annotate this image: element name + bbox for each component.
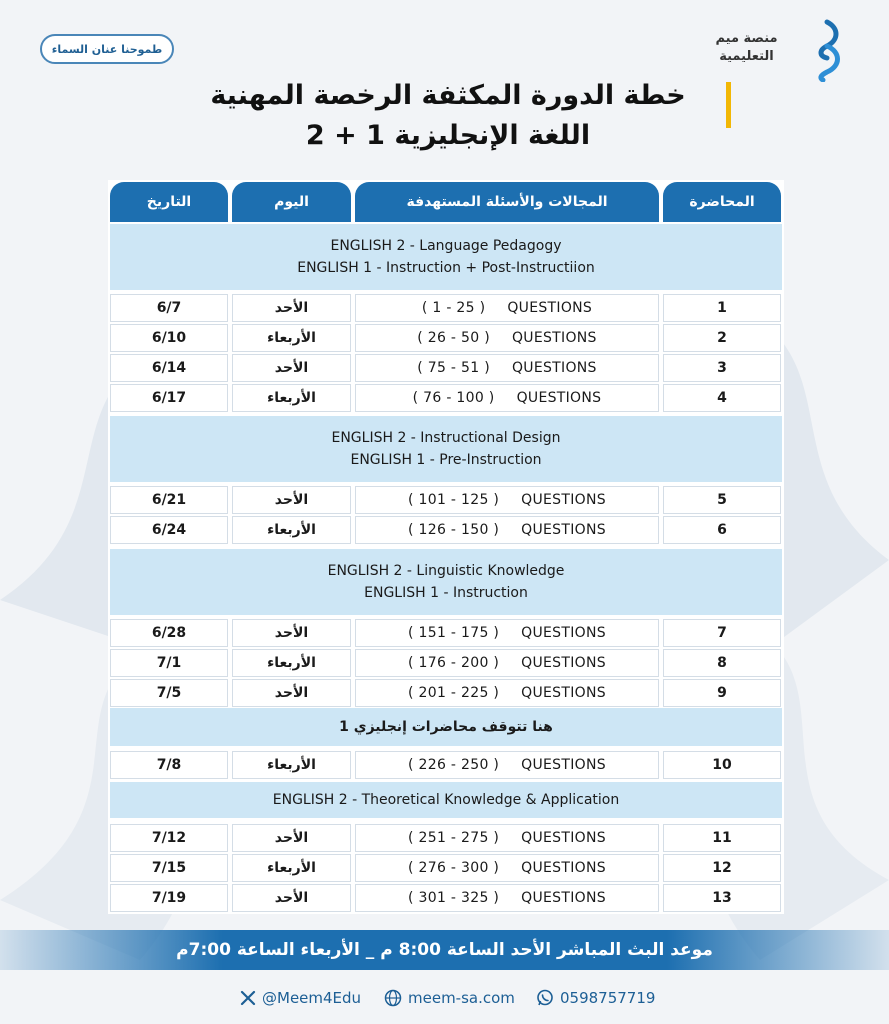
globe-icon bbox=[384, 989, 402, 1007]
row-5-label: QUESTIONS bbox=[521, 492, 606, 508]
row-4-range: ( 76 - 100 ) bbox=[412, 390, 495, 406]
row-13-date: 7/19 bbox=[110, 884, 228, 912]
row-3-questions bbox=[355, 354, 659, 382]
row-1-date: 6/7 bbox=[110, 294, 228, 322]
row-10-questions bbox=[355, 751, 659, 779]
row-10-label: QUESTIONS bbox=[521, 757, 606, 773]
header-lecture: المحاضرة bbox=[663, 182, 781, 222]
brand-name-line2: التعليمية bbox=[719, 49, 774, 64]
row-2-range: ( 26 - 50 ) bbox=[417, 330, 490, 346]
row-6-date: 6/24 bbox=[110, 516, 228, 544]
row-4-number: 4 bbox=[663, 384, 781, 412]
slogan-badge: طموحنا عنان السماء bbox=[40, 34, 174, 64]
whatsapp-number: 0598757719 bbox=[560, 989, 656, 1007]
section-3 bbox=[110, 549, 782, 615]
section-2-line1: ENGLISH 2 - Instructional Design bbox=[331, 430, 561, 446]
row-7-label: QUESTIONS bbox=[521, 625, 606, 641]
row-13-questions bbox=[355, 884, 659, 912]
section-5-line1: ENGLISH 2 - Theoretical Knowledge & Application bbox=[272, 792, 620, 808]
row-3-label: QUESTIONS bbox=[511, 360, 597, 376]
row-5-questions bbox=[355, 486, 659, 514]
row-10-day: الأربعاء bbox=[232, 751, 351, 779]
row-9-questions bbox=[355, 679, 659, 707]
row-3-number: 3 bbox=[663, 354, 781, 382]
row-5-day: الأحد bbox=[232, 486, 351, 514]
row-2-label: QUESTIONS bbox=[511, 330, 597, 346]
row-8-range: ( 176 - 200 ) bbox=[408, 655, 500, 671]
row-3-date: 6/14 bbox=[110, 354, 228, 382]
website-url: meem-sa.com bbox=[408, 989, 515, 1007]
row-2-day: الأربعاء bbox=[232, 324, 351, 352]
x-twitter-icon bbox=[240, 990, 256, 1006]
row-12-label: QUESTIONS bbox=[521, 860, 606, 876]
whatsapp-icon bbox=[536, 989, 554, 1007]
row-10-number: 10 bbox=[663, 751, 781, 779]
row-4-date: 6/17 bbox=[110, 384, 228, 412]
footer-whatsapp[interactable] bbox=[536, 986, 655, 1010]
row-9-number: 9 bbox=[663, 679, 781, 707]
row-5-range: ( 101 - 125 ) bbox=[408, 492, 500, 508]
row-6-range: ( 126 - 150 ) bbox=[408, 522, 500, 538]
row-9-range: ( 201 - 225 ) bbox=[408, 685, 500, 701]
section-2 bbox=[110, 416, 782, 482]
brand-name-line1: منصة ميم bbox=[715, 31, 778, 46]
row-4-questions bbox=[355, 384, 659, 412]
row-12-date: 7/15 bbox=[110, 854, 228, 882]
row-7-range: ( 151 - 175 ) bbox=[408, 625, 500, 641]
row-3-range: ( 75 - 51 ) bbox=[417, 360, 490, 376]
row-1-number: 1 bbox=[663, 294, 781, 322]
row-7-questions bbox=[355, 619, 659, 647]
row-4-label: QUESTIONS bbox=[516, 390, 602, 406]
row-7-number: 7 bbox=[663, 619, 781, 647]
page-title: خطة الدورة المكثفة الرخصة المهنية bbox=[210, 80, 686, 111]
row-11-label: QUESTIONS bbox=[521, 830, 606, 846]
row-1-label: QUESTIONS bbox=[507, 300, 593, 316]
row-10-date: 7/8 bbox=[110, 751, 228, 779]
section-1 bbox=[110, 224, 782, 290]
section-1-line2: ENGLISH 1 - Instruction + Post-Instructiion bbox=[297, 260, 595, 276]
footer-twitter[interactable] bbox=[240, 986, 361, 1010]
section-2-line2: ENGLISH 1 - Pre-Instruction bbox=[350, 452, 542, 468]
header-date: التاريخ bbox=[110, 182, 228, 222]
row-8-questions bbox=[355, 649, 659, 677]
row-11-date: 7/12 bbox=[110, 824, 228, 852]
row-1-range: ( 1 - 25 ) bbox=[421, 300, 486, 316]
footer-website[interactable] bbox=[384, 986, 515, 1010]
row-7-day: الأحد bbox=[232, 619, 351, 647]
page-subtitle: اللغة الإنجليزية 1 + 2 bbox=[305, 120, 591, 151]
row-13-number: 13 bbox=[663, 884, 781, 912]
section-5 bbox=[110, 782, 782, 818]
row-5-number: 5 bbox=[663, 486, 781, 514]
row-1-questions bbox=[355, 294, 659, 322]
row-2-date: 6/10 bbox=[110, 324, 228, 352]
row-9-date: 7/5 bbox=[110, 679, 228, 707]
row-1-day: الأحد bbox=[232, 294, 351, 322]
row-2-number: 2 bbox=[663, 324, 781, 352]
header-topics: المجالات والأسئلة المستهدفة bbox=[355, 182, 659, 222]
row-11-day: الأحد bbox=[232, 824, 351, 852]
row-11-questions bbox=[355, 824, 659, 852]
row-3-day: الأحد bbox=[232, 354, 351, 382]
row-7-date: 6/28 bbox=[110, 619, 228, 647]
row-9-label: QUESTIONS bbox=[521, 685, 606, 701]
brand-logo bbox=[709, 18, 849, 82]
row-13-day: الأحد bbox=[232, 884, 351, 912]
row-8-date: 7/1 bbox=[110, 649, 228, 677]
row-13-range: ( 301 - 325 ) bbox=[408, 890, 500, 906]
section-3-line1: ENGLISH 2 - Linguistic Knowledge bbox=[327, 563, 565, 579]
row-8-label: QUESTIONS bbox=[521, 655, 606, 671]
section-3-line2: ENGLISH 1 - Instruction bbox=[364, 585, 528, 601]
twitter-handle: @Meem4Edu bbox=[262, 989, 362, 1007]
header-day: اليوم bbox=[232, 182, 351, 222]
row-6-label: QUESTIONS bbox=[521, 522, 606, 538]
row-6-questions bbox=[355, 516, 659, 544]
row-11-range: ( 251 - 275 ) bbox=[408, 830, 500, 846]
row-12-questions bbox=[355, 854, 659, 882]
section-4-line1: هنا تتوقف محاضرات إنجليزي 1 bbox=[339, 719, 553, 735]
row-6-number: 6 bbox=[663, 516, 781, 544]
row-12-day: الأربعاء bbox=[232, 854, 351, 882]
meem-logo-icon bbox=[805, 18, 849, 82]
row-4-day: الأربعاء bbox=[232, 384, 351, 412]
row-8-day: الأربعاء bbox=[232, 649, 351, 677]
row-8-number: 8 bbox=[663, 649, 781, 677]
row-13-label: QUESTIONS bbox=[521, 890, 606, 906]
row-10-range: ( 226 - 250 ) bbox=[408, 757, 500, 773]
row-11-number: 11 bbox=[663, 824, 781, 852]
row-2-questions bbox=[355, 324, 659, 352]
broadcast-schedule-banner: موعد البث المباشر الأحد الساعة 8:00 م _ الأربعاء الساعة 7:00م bbox=[0, 930, 889, 970]
section-1-line1: ENGLISH 2 - Language Pedagogy bbox=[330, 238, 562, 254]
section-4 bbox=[110, 708, 782, 746]
brand-name bbox=[709, 30, 784, 66]
row-12-number: 12 bbox=[663, 854, 781, 882]
row-9-day: الأحد bbox=[232, 679, 351, 707]
title-accent-bar bbox=[726, 82, 731, 128]
row-5-date: 6/21 bbox=[110, 486, 228, 514]
row-6-day: الأربعاء bbox=[232, 516, 351, 544]
row-12-range: ( 276 - 300 ) bbox=[408, 860, 500, 876]
